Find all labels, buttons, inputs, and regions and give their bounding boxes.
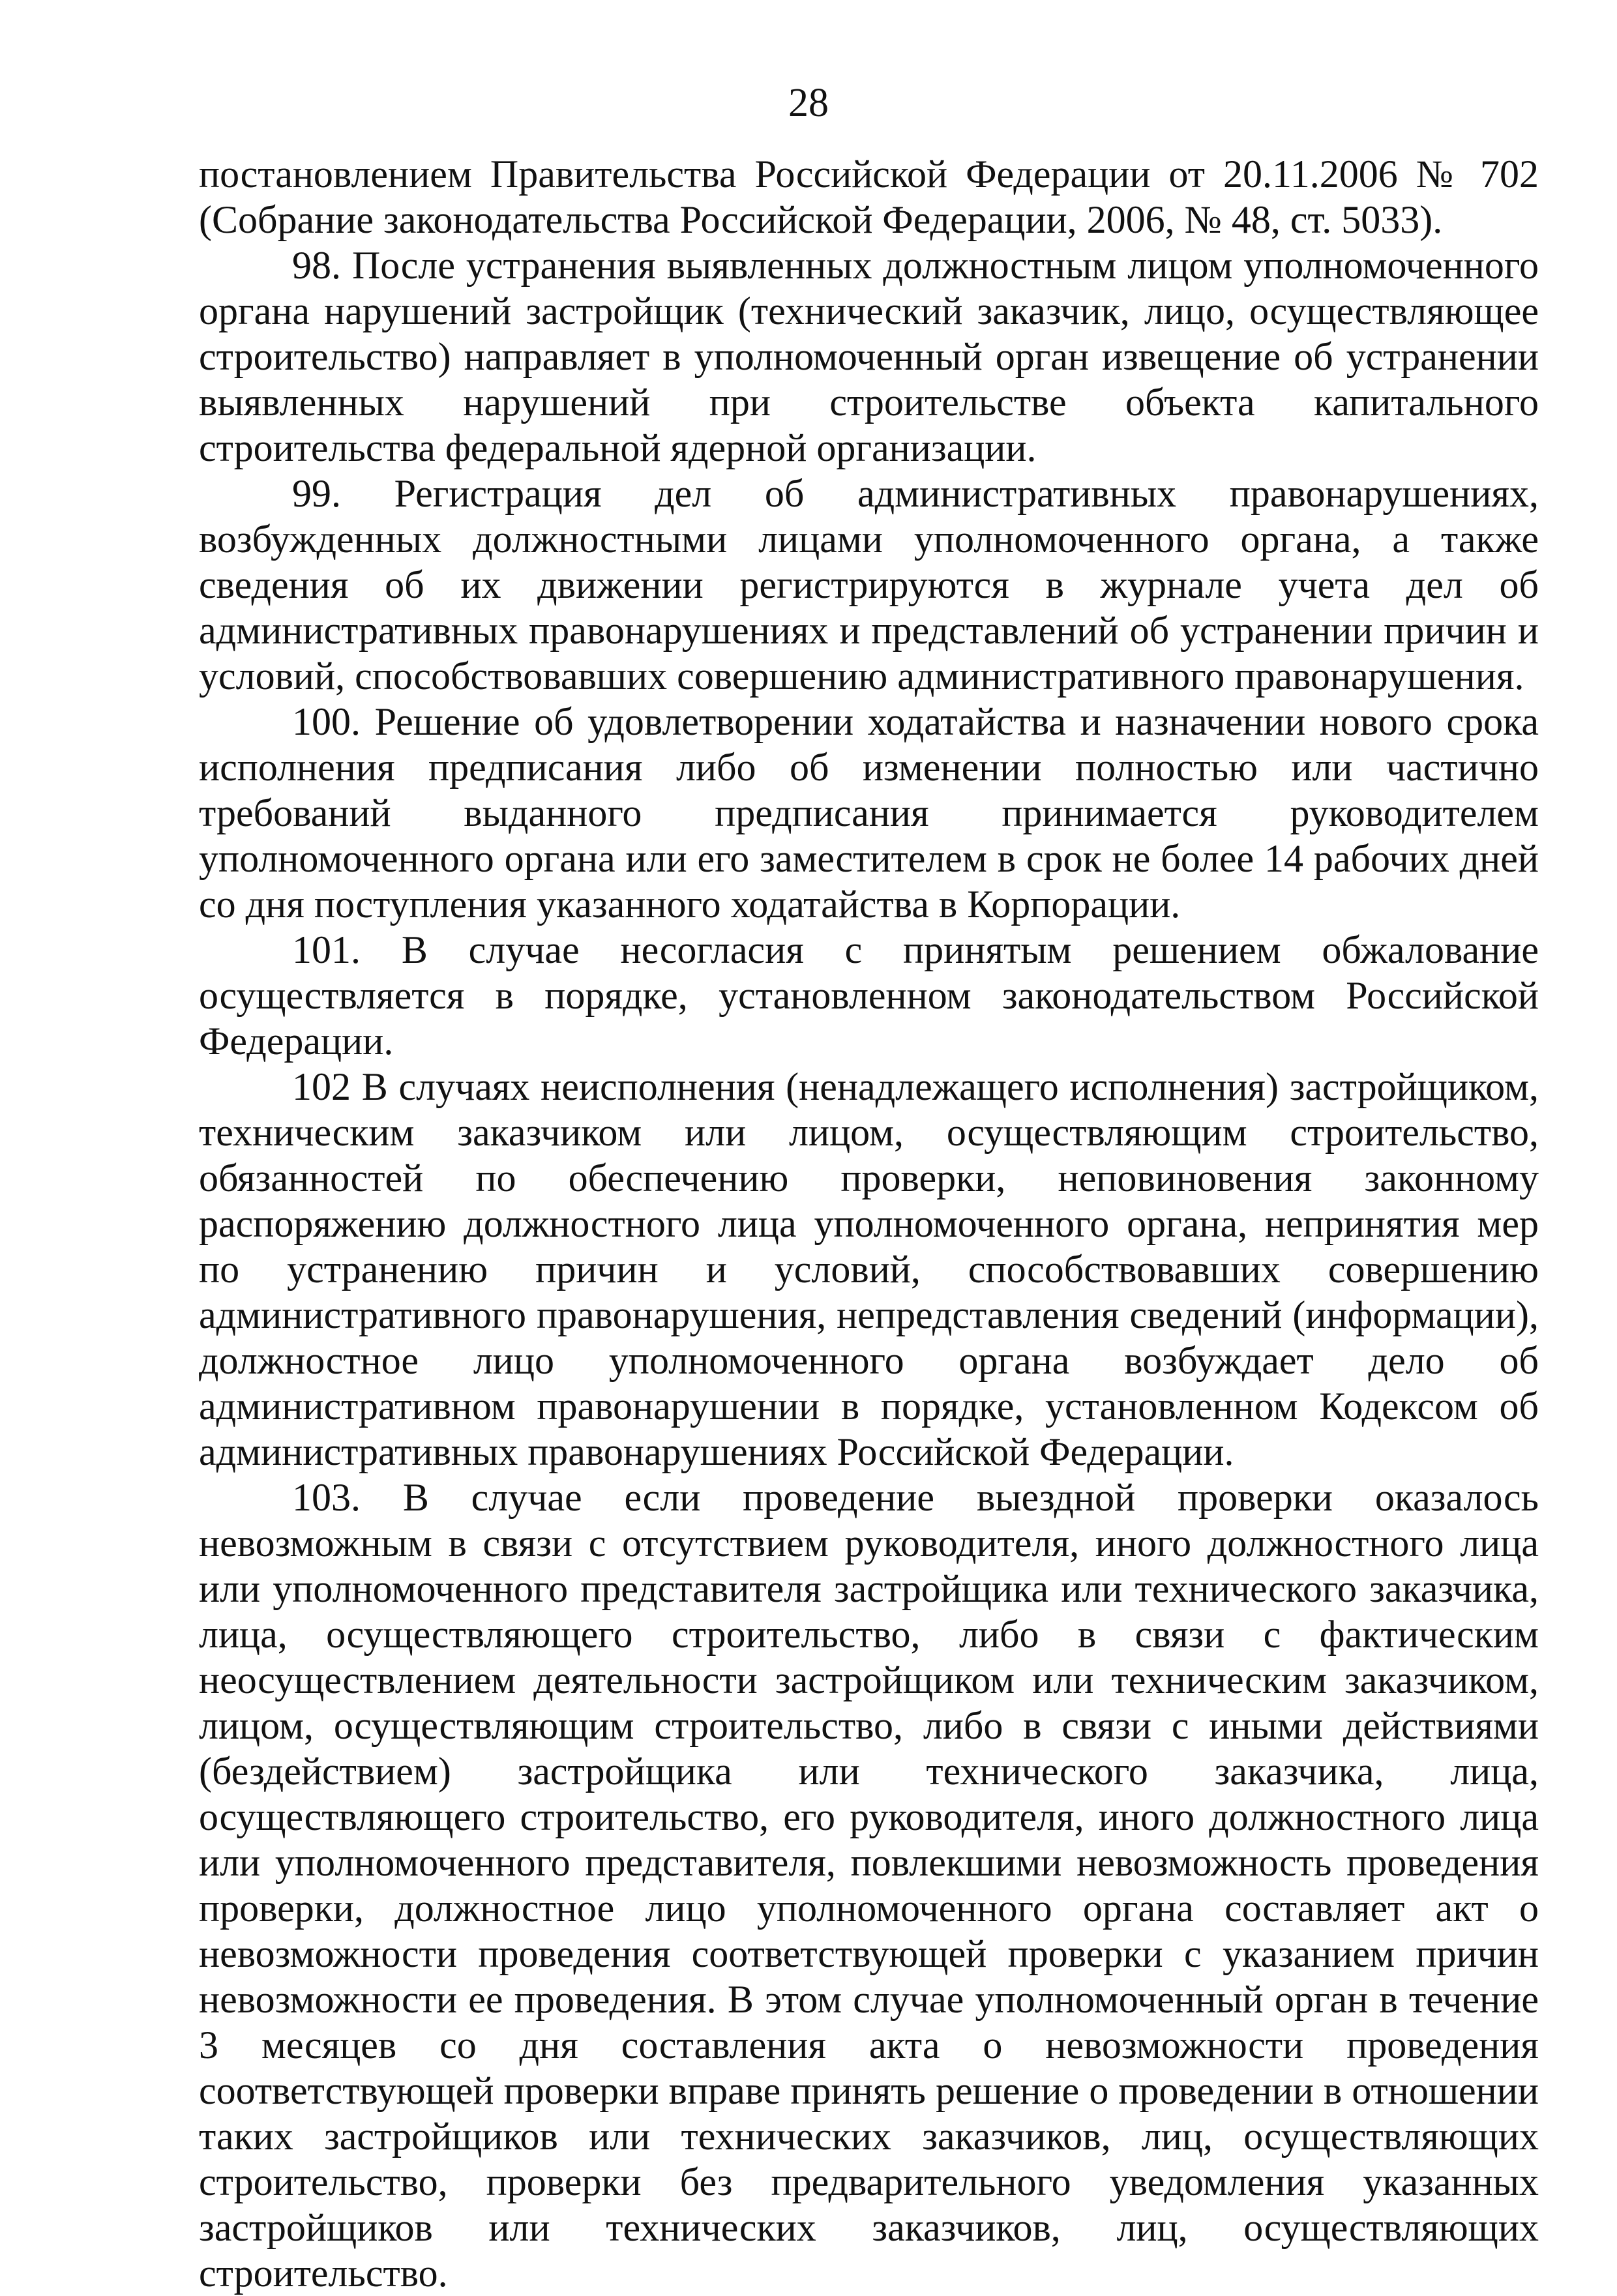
- document-body: [199, 151, 1539, 2296]
- paragraph-text: В случаях неисполнения (ненадлежащего исполнения) застройщиком, техническим заказчиком или лицом, осуществляющим строительство, обязанностей по обеспечению проверки, неповиновения законному распоряжению должностного лица уполномоченного органа, непринятия мер по устранению причин и условий, способствовавших совершению административного правонарушения, непредставления сведений (информации), должностное лицо уполномоченного органа возбуждает дело об административном правонарушении в порядке, установленном Кодексом об административных правонарушениях Российской Федерации.: [199, 1065, 1539, 1473]
- paragraph-text: После устранения выявленных должностным лицом уполномоченного органа нарушений застройщик (технический заказчик, лицо, осуществляющее строительство) направляет в уполномоченный орган извещение об устранении выявленных нарушений при строительстве объекта капитального строительства федеральной ядерной организации.: [199, 244, 1539, 469]
- paragraph-text: В случае несогласия с принятым решением обжалование осуществляется в порядке, установленном законодательством Российской Федерации.: [199, 928, 1539, 1063]
- paragraph-number: 100.: [292, 700, 361, 743]
- paragraph-101: [199, 927, 1539, 1064]
- paragraph-98: [199, 243, 1539, 471]
- paragraph-text: постановлением Правительства Российской Федерации от 20.11.2006 № 702 (Собрание законодательства Российской Федерации, 2006, № 48, ст. 5033).: [199, 153, 1539, 241]
- paragraph-number: 103.: [292, 1476, 361, 1519]
- paragraph-number: 102: [292, 1065, 351, 1108]
- paragraph-number: 99.: [292, 472, 341, 515]
- paragraph-text: В случае если проведение выездной проверки оказалось невозможным в связи с отсутствием руководителя, иного должностного лица или уполномоченного представителя застройщика или технического заказчика, лица, осуществляющего строительство, либо в связи с фактическим неосуществлением деятельности застройщиком или техническим заказчиком, лицом, осуществляющим строительство, либо в связи с иными действиями (бездействием) застройщика или технического заказчика, лица, осуществляющего строительство, его руководителя, иного должностного лица или уполномоченного представителя, повлекшими невозможность проведения проверки, должностное лицо уполномоченного органа составляет акт о невозможности проведения соответствующей проверки с указанием причин невозможности ее проведения. В этом случае уполномоченный орган в течение 3 месяцев со дня составления акта о невозможности проведения соответствующей проверки вправе принять решение о проведении в отношении таких застройщиков или технических заказчиков, лиц, осуществляющих строительство, проверки без предварительного уведомления указанных застройщиков или технических заказчиков, лиц, осуществляющих строительство.: [199, 1476, 1539, 2295]
- paragraph-text: Регистрация дел об административных правонарушениях, возбужденных должностными лицами уполномоченного органа, а также сведения об их движении регистрируются в журнале учета дел об административных правонарушениях и представлений об устранении причин и условий, способствовавших совершению административного правонарушения.: [199, 472, 1539, 698]
- paragraph-99: [199, 471, 1539, 699]
- page-number: 28: [788, 81, 829, 125]
- paragraph-102: [199, 1064, 1539, 1475]
- paragraph-100: [199, 699, 1539, 927]
- paragraph-number: 101.: [292, 928, 361, 971]
- paragraph-text: Решение об удовлетворении ходатайства и назначении нового срока исполнения предписания либо об изменении полностью или частично требований выданного предписания принимается руководителем уполномоченного органа или его заместителем в срок не более 14 рабочих дней со дня поступления указанного ходатайства в Корпорации.: [199, 700, 1539, 926]
- paragraph-number: 98.: [292, 244, 341, 287]
- paragraph-continuation: [199, 151, 1539, 243]
- paragraph-103: [199, 1475, 1539, 2296]
